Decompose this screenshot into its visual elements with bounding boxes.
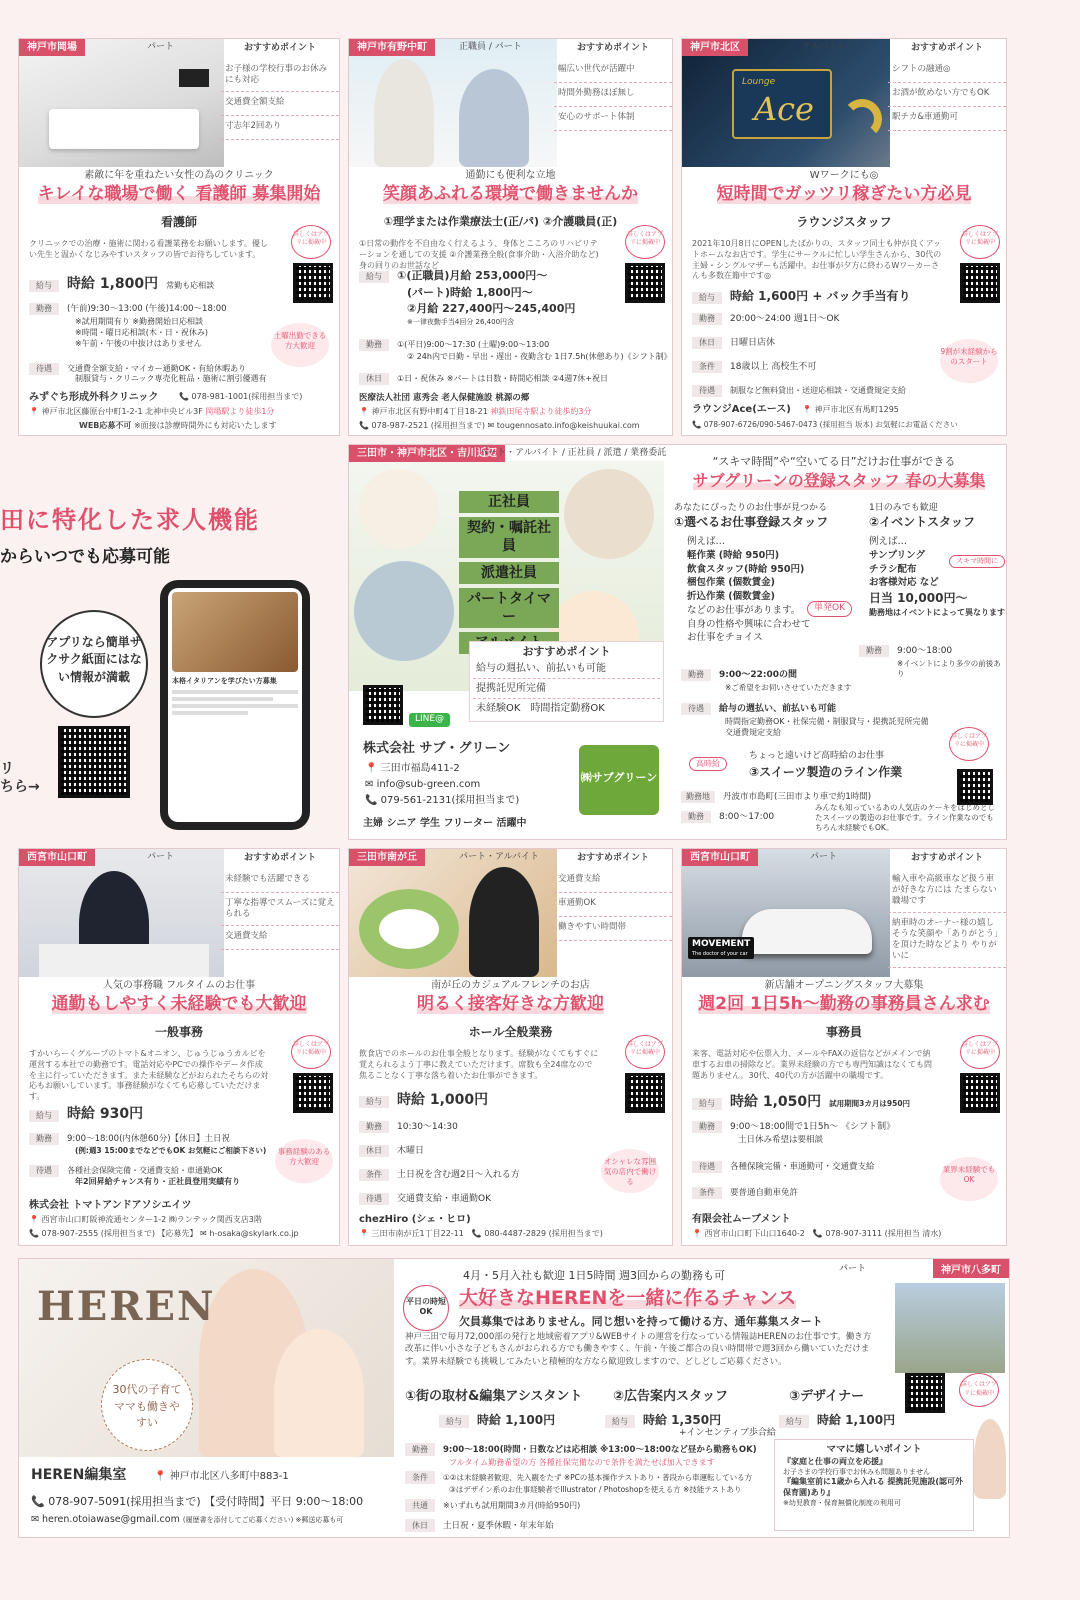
job-description: 2021年10月8日にOPENしたばかりの、スタッフ同士も仲が良くアットホームなお店です。学生にサークルに忙しい学生さんから、30代の主婦・シングルマザーも活躍中。お仕事が夕方に終わるWワーカーさんも多数在籍中です◎ bbox=[692, 239, 942, 281]
heren-tagline: 4月・5月入社も歓迎 1日5時間 週3回からの勤務も可 bbox=[463, 1269, 725, 1282]
pay-details: (パート)時給 1,800円〜 ②月給 227,400円〜245,400円 ※一律夜勤手当4回分 26,400円含 bbox=[407, 286, 576, 326]
employment-type: パート bbox=[147, 852, 175, 862]
company-contact[interactable]: 📍 三田市福島411-2 ✉ info@sub-green.com 📞 079-561-2131(採用担当まで) bbox=[365, 763, 520, 806]
work-row: 勤務 (午前)9:30〜13:00 (午後)14:00〜18:00 bbox=[29, 303, 227, 315]
ad-subtitle: 人気の事務職 フルタイムのお仕事 bbox=[102, 980, 256, 991]
heren-logo: HEREN bbox=[37, 1283, 216, 1330]
ad-headline: 大好きなHERENを一緒に作るチャンス bbox=[459, 1287, 797, 1309]
recommend-points: おすすめポイント 給与の週払い、前払いも可能 提携託児所完備 未経験OK 時間指定勤務OK bbox=[469, 641, 664, 722]
place-row: 勤務地 丹波市市島町(三田市より車で約1時間) bbox=[681, 791, 871, 803]
phone-screen-title: 本格イタリアンを学びたい方募集 bbox=[172, 677, 277, 685]
job-description: すかいらーくグループのトマト&オニオン、じゅうじゅうカルビを運営する本社での勤務です。電話対応やPCでの操作やデータ作成を主に行っていただきます。また未経験などがおられたそちらの対応もお願いしています。事務経験がなくても応募していただけます。 bbox=[29, 1049, 269, 1102]
points-heading: おすすめポイント bbox=[243, 43, 317, 53]
pay-row: 給与 ①(正職員)月給 253,000円〜 bbox=[359, 269, 547, 283]
point-item: 交通費支給 bbox=[554, 869, 672, 893]
app-bubble: 詳しくはアプリに掲載中 bbox=[625, 1035, 665, 1069]
welcome-note: 土曜出勤できる方大歓迎 bbox=[271, 323, 329, 367]
single-ok-badge: 単発OK bbox=[807, 601, 852, 617]
app-bubble: 詳しくはアプリに掲載中 bbox=[949, 727, 989, 761]
work-row: 勤務 9:00〜18:00(時間・日数などは応相談 ※13:00〜18:00など昼から勤務もOK) bbox=[405, 1443, 757, 1456]
work-note: ※ご希望をお伺いさせていただきます bbox=[725, 683, 852, 692]
work-note: フルタイム勤務希望の方 各種社保完備なので条件を満たせば加入できます bbox=[449, 1458, 715, 1467]
employment-type: アルバイト bbox=[802, 42, 847, 52]
qr-code[interactable] bbox=[293, 1073, 333, 1113]
job2-incentive: +インセンティブ歩合給 bbox=[679, 1428, 776, 1438]
pay-row: 給与 時給 1,800円 常勤も応相談 bbox=[29, 275, 214, 293]
job-card-car-shop[interactable] bbox=[681, 848, 1007, 1246]
job-description: 神戸三田で毎月72,000部の発行と地域密着アプリ&WEBサイトの運営を行なっている情報誌HERENのお仕事です。働き方改革に伴い小さな子どもさんがおられる方でも働きやすく、午前・午後ご都合の良い時間帯で週3回から働いていただけます。業界未経験でも挑戦してみたいと積極的な方なら歓迎致しますので、どしどしご応募ください。 bbox=[405, 1332, 872, 1367]
job-card-lounge[interactable] bbox=[681, 38, 1007, 436]
tagline: “スキマ時間”や“空いてる日”だけお仕事ができる bbox=[712, 455, 956, 468]
job2-intro: 1日のみでも歓迎 bbox=[869, 503, 938, 513]
heren-circle: 30代の子育てママも働きやすい bbox=[101, 1359, 193, 1451]
promo-line-1: 田に特化した求人機能 bbox=[0, 506, 260, 534]
company-contact[interactable]: 📍 西宮市山口町下山口1640-2 📞 078-907-3111 (採用担当 清水) bbox=[692, 1229, 942, 1238]
company-name: みずぐち形成外科クリニック bbox=[29, 392, 159, 403]
ad-headline: 通勤もしやすく未経験でも大歓迎 bbox=[51, 994, 307, 1014]
qr-code[interactable] bbox=[625, 263, 665, 303]
promo-line-2: からいつでも応募可能 bbox=[0, 547, 170, 567]
job1-title: ①選べるお仕事登録スタッフ bbox=[674, 515, 829, 529]
point-item: 納車時のオーナー様の嬉しそうな笑顔や「ありがとう」を頂けた時などより やりがいに bbox=[888, 913, 1006, 968]
work-row: 勤務 9:00〜18:00間で1日5h〜 《シフト制》 bbox=[692, 1121, 895, 1134]
office-worker-photo bbox=[19, 849, 224, 977]
holiday-row: 休日 日曜日店休 bbox=[692, 337, 775, 350]
inexperience-note: 9割が未経験からのスタート bbox=[940, 339, 998, 383]
area-tag: 神戸市有野中町 bbox=[349, 39, 435, 56]
qr-code[interactable] bbox=[960, 263, 1000, 303]
company-name: 株式会社 トマトアンドアソシエイツ bbox=[29, 1200, 192, 1211]
job3-pay: 給与 時給 1,100円 bbox=[779, 1411, 895, 1428]
shop-logo-sub: The doctor of your car bbox=[692, 950, 748, 957]
high-pay-badge: 高時給 bbox=[689, 757, 727, 771]
lounge-sign-photo bbox=[682, 39, 890, 167]
pay-row: 給与 時給 1,600円 + バック手当有り bbox=[692, 289, 911, 305]
company-address: 📍 神戸市北区藤原台中町1-2-1 北神中央ビル3F 岡場駅より徒歩1分 bbox=[29, 407, 275, 416]
job-description: ①日常の動作を不自由なく行えるよう、身体とこころのリハビリテーションを通しての支援 ②介護業務全般(食事介助・入浴介助など)身の回りのお世話など bbox=[359, 239, 599, 270]
employment-type: パート bbox=[839, 1264, 867, 1274]
ad-headline: 週2回 1日5h〜勤務の事務員さん求む bbox=[698, 994, 990, 1014]
job3-description: みんなも知っているあの人気店のケーキをはじめとしたスイーツの製造のお仕事です。ライン作業なのでもちろん未経験でもOK。 bbox=[815, 803, 995, 832]
area-tag: 西宮市山口町 bbox=[682, 849, 758, 866]
short-hours-badge: 平日の時短OK bbox=[403, 1285, 449, 1331]
job-card-office[interactable] bbox=[18, 848, 340, 1246]
treat-row: 待遇 制服など無料貸出・送迎応相談・交通費規定支給 bbox=[692, 385, 906, 397]
work-note: (例:週3 15:00までなどでもOK お気軽にご相談下さい) bbox=[75, 1146, 267, 1155]
area-tag: 神戸市北区 bbox=[682, 39, 748, 56]
points-heading: おすすめポイント bbox=[576, 853, 650, 863]
recommend-points bbox=[554, 43, 672, 131]
job-role: ①理学または作業療法士(正/パ) ②介護職員(正) bbox=[383, 215, 618, 228]
job-card-restaurant[interactable] bbox=[348, 848, 673, 1246]
treat-note: 制服貸与・クリニック専売化粧品・施術に割引優遇有 bbox=[75, 374, 267, 383]
job2-title: ②広告案内スタッフ bbox=[613, 1389, 729, 1404]
restaurant-photo bbox=[349, 849, 557, 977]
app-qr-code[interactable] bbox=[58, 726, 130, 798]
point-item: 幅広い世代が活躍中 bbox=[554, 59, 672, 83]
app-bubble: 詳しくはアプリに掲載中 bbox=[960, 225, 1000, 259]
treat-row: 待遇 給与の週払い、前払いも可能 bbox=[681, 703, 836, 716]
job-role: ラウンジスタッフ bbox=[796, 215, 892, 229]
condition-row: 条件 ①②は未経験者歓迎、先入観をたず ※PCの基本操作テストあり・普段から車運転している方 bbox=[405, 1471, 752, 1484]
recommend-points bbox=[221, 43, 339, 140]
employment-type: パート bbox=[810, 852, 838, 862]
qr-code[interactable] bbox=[960, 1073, 1000, 1113]
employment-type: 正職員 / パート bbox=[459, 42, 522, 52]
job1-title: ①街の取材&編集アシスタント bbox=[405, 1389, 583, 1404]
spare-time-badge: スキマ時間に bbox=[949, 555, 1005, 568]
inexperience-note: 業界未経験でもOK bbox=[940, 1157, 998, 1201]
work-row: 勤務 9:00〜18:00(内休憩60分)【休日】土日祝 bbox=[29, 1133, 230, 1145]
point-item: 丁寧な指導でスムーズに覚えられる bbox=[221, 893, 339, 926]
job2-title: ②イベントスタッフ bbox=[869, 515, 976, 529]
qr-code-2[interactable] bbox=[957, 769, 993, 805]
point-item: 輸入車や高級車など扱う車が好きな方には たまらない職場です bbox=[888, 869, 1006, 913]
ad-headline: 笑顔あふれる環境で働きませんか bbox=[383, 184, 638, 204]
app-bubble: 詳しくはアプリに掲載中 bbox=[291, 1035, 331, 1069]
job3-title: ③デザイナー bbox=[789, 1389, 865, 1404]
heren-address: 📍 神戸市北区八多町中883-1 bbox=[154, 1471, 289, 1482]
condition-row: 条件 18歳以上 高校生不可 bbox=[692, 361, 816, 374]
point-item: 駅チカ&車通勤可 bbox=[888, 107, 1006, 131]
job-description: 飲食店でのホールのお仕事全般となります。経験がなくてもすぐに覚えられるよう丁寧に教えていただけます。席数も全24席なので焦ることなく丁寧な落ち着いたお仕事ができます。 bbox=[359, 1049, 599, 1080]
job-role: 事務員 bbox=[825, 1025, 862, 1039]
target-line: 主婦 シニア 学生 フリーター 活躍中 bbox=[363, 818, 527, 829]
points-heading: おすすめポイント bbox=[522, 645, 611, 658]
lounge-sign-text: Ace bbox=[754, 90, 814, 128]
points-heading: おすすめポイント bbox=[910, 853, 984, 863]
ad-headline: 短時間でガッツリ稼ぎたい方必見 bbox=[716, 184, 972, 204]
company-phone[interactable]: 📞 078-907-6726/090-5467-0473 (採用担当 坂本) お気軽にお電話ください bbox=[692, 420, 958, 429]
job-card-care-facility[interactable] bbox=[348, 38, 673, 436]
company-name: 有限会社ムーブメント bbox=[692, 1214, 791, 1225]
job1-pay: 給与 時給 1,100円 bbox=[439, 1411, 555, 1428]
ad-subtitle: 素敵に年を重ねたい女性の為のクリニック bbox=[84, 170, 274, 181]
treat-note: 年2回昇給チャンス有り・正社員登用実績有り bbox=[75, 1177, 241, 1186]
condition-row: 条件 土日祝を含む週2日〜入れる方 bbox=[359, 1169, 520, 1182]
app-bubble: 詳しくはアプリに掲載中 bbox=[291, 225, 331, 259]
recommend-points bbox=[554, 853, 672, 941]
company-name: 医療法人社団 恵秀会 老人保健施設 桃源の郷 bbox=[359, 393, 530, 403]
work-row: 勤務 10:30〜14:30 bbox=[359, 1121, 458, 1134]
company-contact[interactable]: 📞 078-907-2555 (採用担当まで) 【応募先】 ✉ h-osaka@skylark.co.jp bbox=[29, 1229, 299, 1238]
app-bubble: 詳しくはアプリに掲載中 bbox=[960, 1035, 1000, 1069]
points-heading: おすすめポイント bbox=[243, 853, 317, 863]
company-phone[interactable]: 📞 078-981-1001(採用担当まで) bbox=[179, 392, 303, 401]
heren-ad[interactable] bbox=[18, 1258, 1010, 1538]
app-promo bbox=[0, 480, 340, 840]
job3-intro: ちょっと遠いけど高時給のお仕事 bbox=[749, 751, 885, 761]
shop-logo: MOVEMENT bbox=[692, 939, 751, 949]
promo-bottom-2: ちら→ bbox=[0, 779, 40, 795]
points-heading: おすすめポイント bbox=[910, 43, 984, 53]
mascot-logo: ㈱サブグリーン bbox=[579, 745, 659, 815]
area-tag: 三田市南が丘 bbox=[349, 849, 425, 866]
area-tag: 神戸市岡場 bbox=[19, 39, 85, 56]
heren-phone[interactable]: 📞 078-907-5091(採用担当まで) 【受付時間】平日 9:00〜18:00 bbox=[31, 1495, 364, 1508]
point-item: 交通費全額支給 bbox=[221, 92, 339, 116]
ad-headline: 明るく接客好きな方歓迎 bbox=[417, 994, 604, 1014]
staff-photo bbox=[349, 39, 557, 167]
treat-row: 待遇 交通費全額支給・マイカー通勤OK・有給休暇あり bbox=[29, 363, 246, 375]
phone-mockup bbox=[160, 580, 310, 830]
ad-headline: サブグリーンの登録スタッフ 春の大募集 bbox=[692, 471, 986, 490]
experience-note: 事務経験のある方大歓迎 bbox=[275, 1139, 333, 1183]
treat-row: 待遇 各種保険完備・車通勤可・交通費支給 bbox=[692, 1161, 875, 1173]
condition-row: 条件 要普通自動車免許 bbox=[692, 1187, 798, 1199]
heren-office: HEREN編集室 bbox=[31, 1467, 127, 1483]
ad-subtitle: 通勤にも便利な立地 bbox=[465, 170, 556, 181]
company-contact[interactable]: 📍 三田市南が丘1丁目22-11 📞 080-4487-2829 (採用担当まで) bbox=[359, 1229, 603, 1238]
point-item: 交通費支給 bbox=[221, 926, 339, 950]
condition-note: ③はデザイン系のお仕事経験者でIllustrator / Photoshopを使える方 ※技能テストあり bbox=[449, 1485, 742, 1494]
point-item: お子様の学校行事のお休みにも対応 bbox=[221, 59, 339, 92]
work-note: ② 24h内で日勤・早出・遅出・夜勤含む 1日7.5h(休憩あり)《シフト制》 bbox=[407, 352, 672, 361]
work-row: 勤務 9:00〜22:00の間 bbox=[681, 669, 797, 682]
atmosphere-note: オシャレな雰囲気の店内で働ける bbox=[601, 1149, 659, 1193]
work-row: 勤務 ①(平日)9:00〜17:30 (土曜)9:00〜13:00 bbox=[359, 339, 549, 351]
job2-pay: 給与 時給 1,350円 bbox=[605, 1411, 721, 1428]
area-tag: 西宮市山口町 bbox=[19, 849, 95, 866]
job-role: 看護師 bbox=[160, 215, 197, 229]
holiday-row: 休日 ①日・祝休み ※パートは日数・時間応相談 ②4週7休+祝日 bbox=[359, 373, 608, 385]
employment-type: パート・アルバイト / 正社員 / 派遣 / 業務委託 bbox=[479, 448, 667, 458]
heren-mail[interactable]: ✉ heren.otoiawase@gmail.com (履歴書を添付してご応募ください) ※郵送応募も可 bbox=[31, 1514, 344, 1525]
work-notes: ※試用期間有り ※勤務開始日応相談 ※時間・曜日応相談(木・日・祝休み) ※午前・午後の中抜けはありません bbox=[75, 317, 208, 349]
employ-type-list: 正社員 契約・嘱託社員 派遣社員 パートタイマー bbox=[459, 491, 559, 654]
points-heading: おすすめポイント bbox=[576, 43, 650, 53]
ad-headline: キレイな職場で働く 看護師 募集開始 bbox=[37, 184, 321, 204]
point-item: 寸志年2回あり bbox=[221, 116, 339, 140]
employment-type: パート・アルバイト bbox=[459, 852, 540, 862]
company-address: 📍 西宮市山口町阪神流通センター1-2 ㈱ランテック関西支店3階 bbox=[29, 1215, 262, 1224]
web-note: WEB応募不可 ※面接は診療時間外にも対応いたします bbox=[79, 421, 277, 430]
point-item: 未経験でも活躍できる bbox=[221, 869, 339, 893]
point-item: 安心のサポート体制 bbox=[554, 107, 672, 131]
company-address: 📍 神戸市北区有野中町4丁目18-21 神鉄田尾寺駅より徒歩約3分 bbox=[359, 407, 592, 416]
employment-type: パート bbox=[147, 42, 175, 52]
job-card-sub-green[interactable] bbox=[348, 444, 1007, 840]
pay-row: 給与 時給 1,000円 bbox=[359, 1091, 488, 1109]
time-row: 勤務 8:00〜17:00 bbox=[681, 811, 774, 824]
lounge-sign-sub: Lounge bbox=[742, 77, 776, 87]
event-work-note: ※イベントにより多少の前後あり bbox=[897, 659, 1001, 678]
common-row: 共通 ※いずれも試用期間3カ月(時給950円) bbox=[405, 1499, 580, 1512]
office-photo bbox=[895, 1283, 1005, 1373]
company-name: chezHiro (シェ・ヒロ) bbox=[359, 1214, 471, 1225]
point-item: シフトの融通◎ bbox=[888, 59, 1006, 83]
job1-intro: あなたにぴったりのお仕事が見つかる bbox=[674, 503, 828, 513]
pay-row: 給与 時給 1,050円 試用期間3カ月は950円 bbox=[692, 1093, 910, 1111]
area-tag: 三田市・神戸市北区・吉川近辺 bbox=[349, 445, 505, 462]
line-badge[interactable]: LINE@ bbox=[409, 713, 450, 727]
car-shop-photo bbox=[682, 849, 890, 977]
ad-subtitle: 南が丘のカジュアルフレンチのお店 bbox=[431, 980, 590, 991]
point-item: 働きやすい時間帯 bbox=[554, 917, 672, 941]
area-tag: 神戸市八多町 bbox=[933, 1259, 1009, 1278]
app-bubble: 詳しくはアプリに掲載中 bbox=[959, 1373, 999, 1407]
event-work-row: 勤務 9:00〜18:00 bbox=[859, 645, 952, 658]
treat-row: 待遇 交通費支給・車通勤OK bbox=[359, 1193, 491, 1206]
qr-code[interactable] bbox=[363, 685, 403, 725]
mother-illustration bbox=[974, 1419, 1006, 1499]
mama-points: ママに嬉しいポイント 『家庭と仕事の両立を応援』 お子さまの学校行事でお休みも問題ありません 『編集室前に1歳から入れる 提携託児施設(認可外保育園)あり』 ※幼児教育・保育無償化制度の利用可 bbox=[774, 1439, 974, 1531]
job-description: クリニックでの治療・施術に関わる看護業務をお願いします。優しい先生と温かくなじみやすいスタッフの皆でお待ちしています。 bbox=[29, 239, 268, 259]
job-description: 来客、電話対応や伝票入力、メールやFAXの返信などがメインで納車するお車の掃除など。業界未経験の方でも専門知識はなくても問題ありません。30代、40代の方が活躍中の職場です。 bbox=[692, 1049, 932, 1080]
point-item: お酒が飲めない方でもOK bbox=[888, 83, 1006, 107]
job2-items: 例えば… サンプリング チラシ配布 お客様対応 など 日当 10,000円〜 勤務地はイベントによって異なります bbox=[869, 536, 1005, 618]
work-row: 勤務 20:00〜24:00 週1日〜OK bbox=[692, 313, 839, 326]
company-address: 📍 神戸市北区有馬町1295 bbox=[802, 405, 899, 414]
promo-bottom-1: リ bbox=[0, 761, 14, 777]
job1-items: 例えば… 軽作業 (時給 950円) 飲食スタッフ(時給 950円) 梱包作業 (個数賃金) 折込作業 (個数賃金) などのお仕事があります。 自身の性格や興味に合わせて お仕事をチョイス bbox=[687, 536, 811, 644]
job3-title: ③スイーツ製造のライン作業 bbox=[749, 765, 903, 779]
company-name: 株式会社 サブ・グリーン bbox=[363, 741, 511, 756]
ad-subtitle: 新店舗オープニングスタッフ大募集 bbox=[764, 980, 924, 991]
job-card-clinic[interactable] bbox=[18, 38, 340, 436]
job-role: ホール全般業務 bbox=[468, 1025, 553, 1039]
treat-row: 待遇 各種社会保険完備・交通費支給・車通勤OK bbox=[29, 1165, 223, 1177]
point-item: 車通勤OK bbox=[554, 893, 672, 917]
recommend-points bbox=[888, 853, 1006, 968]
point-item: 時間外勤務ほぼ無し bbox=[554, 83, 672, 107]
app-bubble: 詳しくはアプリに掲載中 bbox=[625, 225, 665, 259]
pay-row: 給与 時給 930円 bbox=[29, 1105, 143, 1123]
promo-circle: アプリなら簡単サクサク紙面にはない情報が満載 bbox=[40, 610, 148, 718]
recommend-points bbox=[888, 43, 1006, 131]
qr-code[interactable] bbox=[293, 263, 333, 303]
holiday-row: 休日 土日祝・夏季休暇・年末年始 bbox=[405, 1519, 554, 1532]
company-contact[interactable]: 📞 078-987-2521 (採用担当まで) ✉ tougennosato.info@keishuukai.com bbox=[359, 421, 640, 430]
treat-notes: 時間指定勤務OK・社保完備・制服貸与・提携託児所完備 交通費規定支給 bbox=[725, 717, 929, 737]
recommend-points bbox=[221, 853, 339, 950]
ad-subtitle: Wワークにも◎ bbox=[809, 170, 879, 181]
qr-code[interactable] bbox=[905, 1373, 945, 1413]
company-name: ラウンジAce(エース) bbox=[692, 404, 791, 415]
holiday-row: 休日 木曜日 bbox=[359, 1145, 424, 1158]
work-note: 土日休み希望は要相談 bbox=[738, 1135, 824, 1145]
job-role: 一般事務 bbox=[154, 1025, 203, 1039]
qr-code[interactable] bbox=[625, 1073, 665, 1113]
heren-lead: 欠員募集ではありません。同じ想いを持って働ける方、通年募集スタート bbox=[459, 1315, 823, 1328]
clinic-photo bbox=[19, 39, 224, 167]
